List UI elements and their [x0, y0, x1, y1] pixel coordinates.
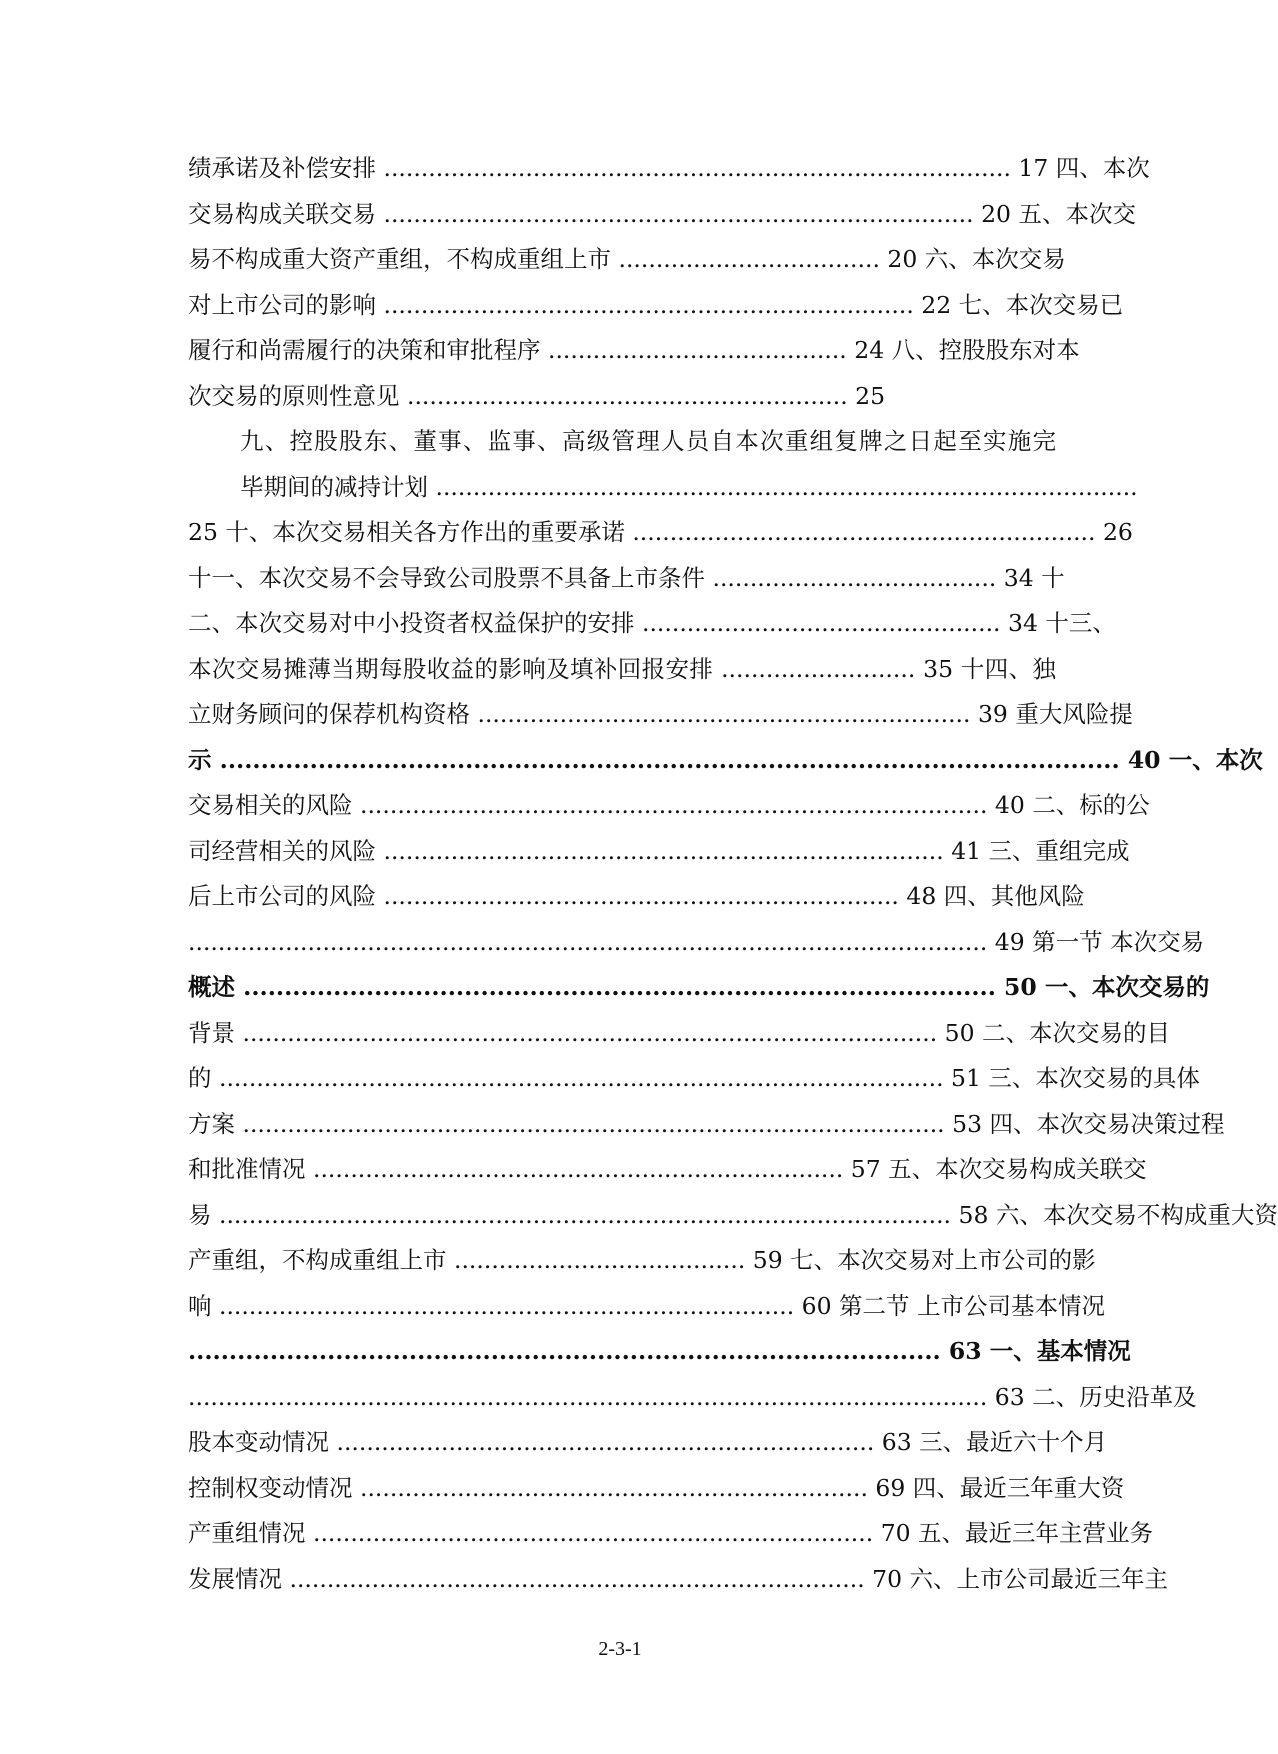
toc-line: 交易构成关联交易 ............................................................................... 20 五、本次交: [188, 199, 1136, 228]
page-number: 2-3-1: [598, 1638, 642, 1660]
toc-line: 易不构成重大资产重组，不构成重组上市 ................................... 20 六、本次交易: [188, 245, 1066, 273]
toc-line: 易 .................................................................................................. 58 六、本次交易不构成重大资: [188, 1200, 1278, 1229]
toc-line: 股本变动情况 ........................................................................ 63 三、最近六十个月: [188, 1428, 1108, 1456]
toc-line: 的 ................................................................................................. 51 三、本次交易的具体: [188, 1064, 1200, 1092]
toc-line: 产重组，不构成重组上市 ....................................... 59 七、本次交易对上市公司的影: [188, 1246, 1096, 1274]
toc-line: ........................................................................................................... 49 第一节 本次交易: [188, 927, 1205, 956]
toc-line: 交易相关的风险 .................................................................................... 40 二、标的公: [188, 791, 1150, 819]
toc-line: 控制权变动情况 .................................................................... 69 四、最近三年重大资: [188, 1473, 1125, 1502]
toc-line: 对上市公司的影响 ....................................................................... 22 七、本次交易已: [188, 290, 1124, 319]
toc-line: 毕期间的减持计划 ..............................................................................................: [240, 472, 1138, 501]
toc-line: 方案 .............................................................................................. 53 四、本次交易决策过程: [188, 1109, 1225, 1138]
toc-line: 九、控股股东、董事、监事、高级管理人员自本次重组复牌之日起至实施完: [240, 427, 1056, 455]
toc-line: 次交易的原则性意见 ........................................................... 25: [188, 381, 886, 410]
toc-line: 本次交易摊薄当期每股收益的影响及填补回报安排 .......................... 35 十四、独: [188, 654, 1056, 683]
toc-line: 十一、本次交易不会导致公司股票不具备上市条件 ...................................... 34 十: [188, 563, 1065, 592]
toc-line: 响 ............................................................................. 60 第二节 上市公司基本情况: [188, 1291, 1105, 1320]
toc-line: ............................................................................................ 63 一、基本情况: [188, 1337, 1131, 1365]
toc-line: 绩承诺及补偿安排 .................................................................................... 17 四、本次: [188, 154, 1150, 182]
toc-line: 25 十、本次交易相关各方作出的重要承诺 .............................................................. 26: [188, 518, 1133, 546]
toc-line: 背景 ............................................................................................. 50 二、本次交易的目: [188, 1018, 1171, 1047]
toc-line: 履行和尚需履行的决策和审批程序 ........................................ 24 八、控股股东对本: [188, 336, 1080, 364]
toc-line: 示 .............................................................................................................. 40 一、本次: [188, 745, 1263, 774]
toc-line: 和批准情况 ....................................................................... 57 五、本次交易构成关联交: [188, 1155, 1147, 1183]
toc-line: 产重组情况 ........................................................................... 70 五、最近三年主营业务: [188, 1519, 1154, 1547]
toc-line: 司经营相关的风险 ........................................................................... 41 三、重组完成: [188, 836, 1130, 865]
toc-line: 立财务顾问的保荐机构资格 .................................................................. 39 重大风险提: [188, 700, 1133, 728]
toc-line: 二、本次交易对中小投资者权益保护的安排 ................................................ 34 十三、: [188, 609, 1116, 637]
toc-line: ........................................................................................................... 63 二、历史沿革及: [188, 1382, 1197, 1411]
table-of-contents: [188, 146, 1278, 1602]
toc-line: 发展情况 ............................................................................. 70 六、上市公司最近三年主: [188, 1564, 1168, 1593]
toc-line: 后上市公司的风险 ..................................................................... 48 四、其他风险: [188, 882, 1085, 910]
toc-line: 概述 ............................................................................................ 50 一、本次交易的: [188, 973, 1210, 1001]
